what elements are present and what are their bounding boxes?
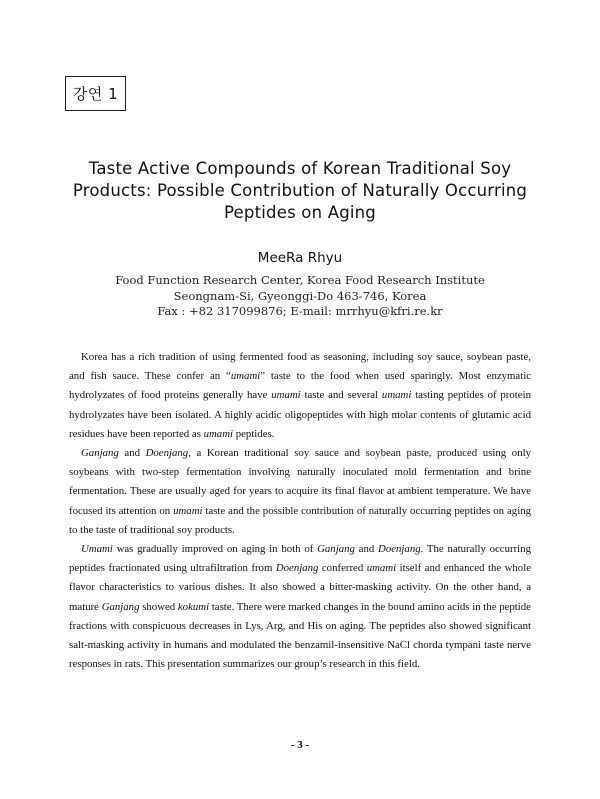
text-run: showed [139,600,178,613]
abstract-paragraph-1 [69,348,531,444]
abstract-body [69,348,531,674]
paper-title [60,158,540,224]
italic-term: Ganjang [317,543,355,556]
italic-term: Umami [81,543,113,556]
session-label-box [65,76,126,111]
text-run: taste. There were marked changes in the bound amino acids in the peptide fractions with conspicuous decreases in Lys, Arg, and His on aging. The peptides also showed significant salt-masking activity in humans and modulated the benzamil-insensitive NaCl chorda tympani taste nerve responses in rats. This presentation summarizes our group’s research in this field. [69,600,531,671]
text-run: itself and enhanced the whole flavor characteristics to various dishes. It also showed a bitter-masking activity. On the other hand, a mature [69,562,531,613]
text-run: and [354,543,379,556]
italic-term: Doenjang [145,447,189,460]
title-line-1: Taste Active Compounds of Korean Traditional Soy [88,159,512,178]
text-run: peptides. [233,427,275,440]
abstract-paragraph-2 [69,444,531,540]
text-run: . The naturally occurring peptides fractionated using ultrafiltration from [69,543,531,575]
text-run: conferred [318,562,367,575]
affiliation-block [0,273,600,320]
italic-term: umami [203,427,234,440]
affiliation-line-1: Food Function Research Center, Korea Food Research Institute [115,273,485,287]
text-run: ” taste to the food when used sparingly. Most enzymatic hydrolyzates of food proteins generally have [69,370,532,402]
text-run: and [118,447,146,460]
italic-term: umami [173,504,203,517]
text-run: Korea has a rich tradition of using fermented food as seasoning, including soy sauce, soybean paste, and fish sauce. These confer an “ [69,351,531,383]
text-run: taste and several [300,389,382,402]
italic-term: Doenjang [378,543,421,556]
italic-term: Ganjang [81,447,119,460]
italic-term: umami [230,370,261,383]
text-run: was gradually improved on aging in both of [112,543,318,556]
title-line-3: Peptides on Aging [224,203,376,222]
italic-term: umami [271,389,301,402]
italic-term: Ganjang [101,600,140,613]
affiliation-line-3: Fax : +82 317099876; E-mail: mrrhyu@kfri.re.kr [157,304,443,318]
italic-term: umami [366,562,397,575]
text-run: , a Korean traditional soy sauce and soybean paste, produced using only soybeans with two-step fermentation involving naturally inoculated mold fermentation and brine fermentation. These are usually aged for years to acquire its final flavor at ambient temperature. We have focused its attention on [69,447,531,517]
text-run: tasting peptides of protein hydrolyzates have been isolated. A highly acidic oligopeptides with high molar contents of glutamic acid residues have been reported as [69,389,531,440]
author-name: MeeRa Rhyu [257,250,343,266]
text-run: taste and the possible contribution of naturally occurring peptides on aging to the taste of traditional soy products. [69,504,531,536]
page-number: - 3 - [290,739,310,751]
italic-term: Doenjang [275,562,319,575]
affiliation-line-2: Seongnam-Si, Gyeonggi-Do 463-746, Korea [173,288,427,303]
abstract-paragraph-3 [69,540,531,674]
italic-term: kokumi [177,600,210,613]
session-label: 강연 1 [72,85,119,103]
italic-term: umami [381,389,412,402]
title-line-2: Products: Possible Contribution of Naturally Occurring [72,181,528,200]
